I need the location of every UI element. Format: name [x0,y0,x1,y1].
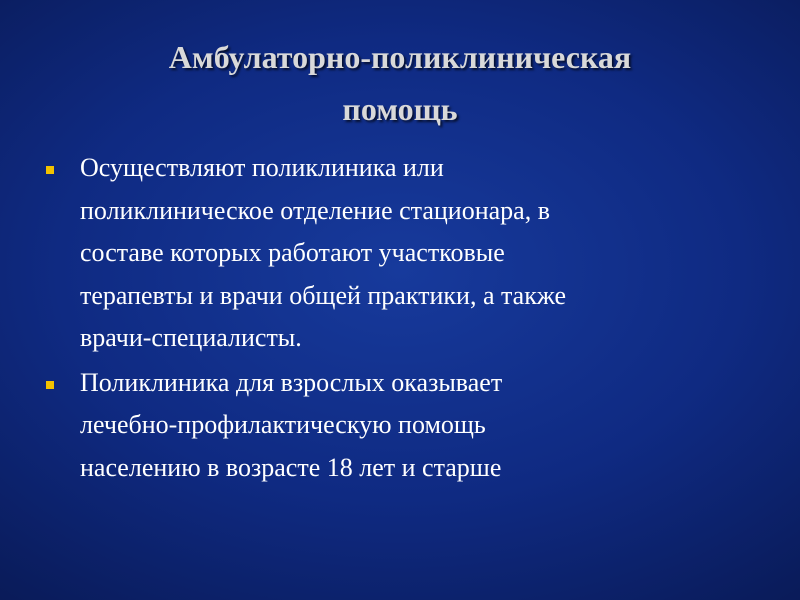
slide-title [40,31,760,135]
bullet-line: поликлиническое отделение стационара, в [80,195,550,225]
square-bullet-icon [46,166,54,174]
bullet-line: терапевты и врачи общей практики, а также [80,280,567,310]
bullet-line: врачи-специалисты. [80,323,302,352]
bullet-line: составе которых работают участковые [80,238,505,267]
bullet-text [80,147,768,360]
bullet-item [38,362,768,490]
bullet-line: лечебно-профилактическую помощь [80,410,486,439]
bullet-item [38,147,768,360]
bullet-line: населению в возрасте 18 лет и старше [80,452,502,482]
square-bullet-icon [46,381,54,389]
slide-title-line-2: помощь [342,91,458,127]
bullet-line: Осуществляют поликлиника или [80,153,444,182]
bullet-text [80,362,768,490]
slide-title-line-1: Амбулаторно-поликлиническая [168,39,632,75]
bullet-line: Поликлиника для взрослых оказывает [80,367,503,397]
bullet-list [38,147,768,491]
